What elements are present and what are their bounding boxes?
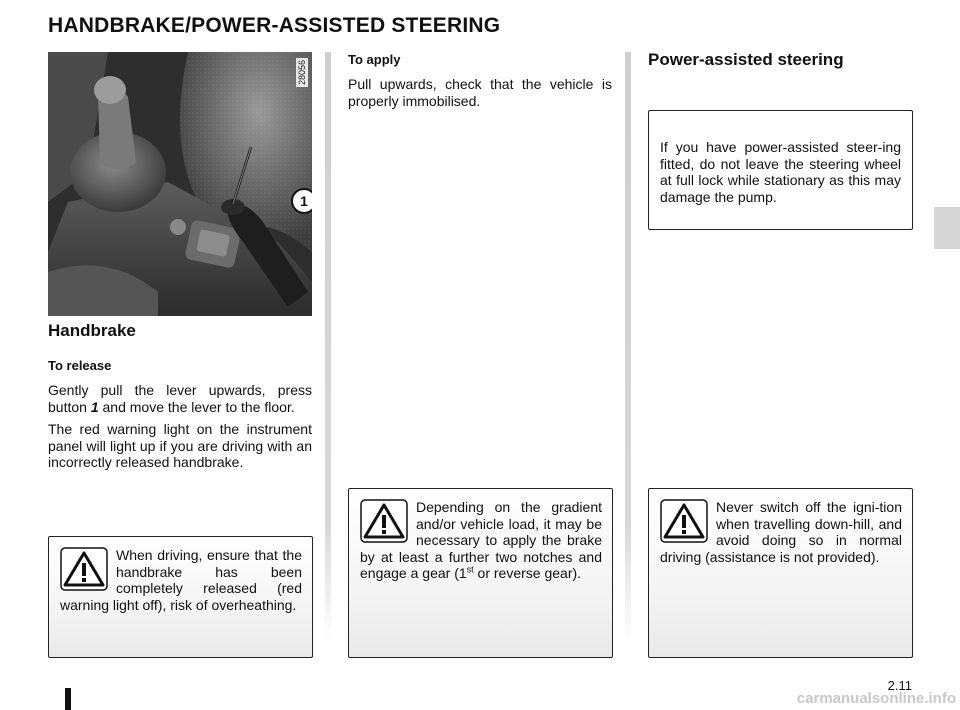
page-number: 2.11 [887,678,912,693]
steering-warning-text: Never switch off the igni-tion when travelling down-hill, and avoid doing so in normal driving (assistance is not provided). [660,499,902,565]
apply-warning-box [348,488,613,658]
corner-mark [65,688,71,710]
handbrake-photo-illustration [48,52,312,316]
steering-info-box [648,110,913,230]
handbrake-warning-box [48,536,313,658]
handbrake-warning-text: When driving, ensure that the handbrake has been completely released (red warning light off), risk of overheathing. [60,547,302,613]
apply-warning-text: Depending on the gradient and/or vehicle load, it may be necessary to apply the brake by at least a further two notches and engage a gear (1st or reverse gear). [360,499,602,581]
steering-info-text: If you have power-assisted steer-ing fitted, do not leave the steering wheel at full lock while stationary as this may damage the pump. [660,139,901,205]
handbrake-photo [48,52,312,316]
column-divider [625,52,631,642]
page-title: HANDBRAKE/POWER-ASSISTED STEERING [48,14,501,37]
release-heading: To release [48,358,112,373]
warning-triangle-icon [60,547,108,591]
steering-heading: Power-assisted steering [648,50,844,69]
apply-heading: To apply [348,52,401,67]
steering-section [648,50,912,70]
callout-marker-1: 1 [291,188,312,214]
column-divider [325,52,331,642]
apply-instructions: Pull upwards, check that the vehicle is properly immobilised. [348,76,612,109]
apply-section [348,52,612,109]
handbrake-section [48,321,312,471]
watermark: carmanualsonline.info [796,690,956,707]
steering-warning-box [648,488,913,658]
photo-reference-number: 28056 [297,60,307,86]
section-tab [934,207,960,249]
warning-triangle-icon [360,499,408,543]
handbrake-heading: Handbrake [48,321,136,340]
warning-triangle-icon [660,499,708,543]
release-instructions: Gently pull the lever upwards, press button 1 and move the lever to the floor. [48,382,312,415]
warning-light-text: The red warning light on the instrument panel will light up if you are driving with an incorrectly released handbrake. [48,421,312,470]
